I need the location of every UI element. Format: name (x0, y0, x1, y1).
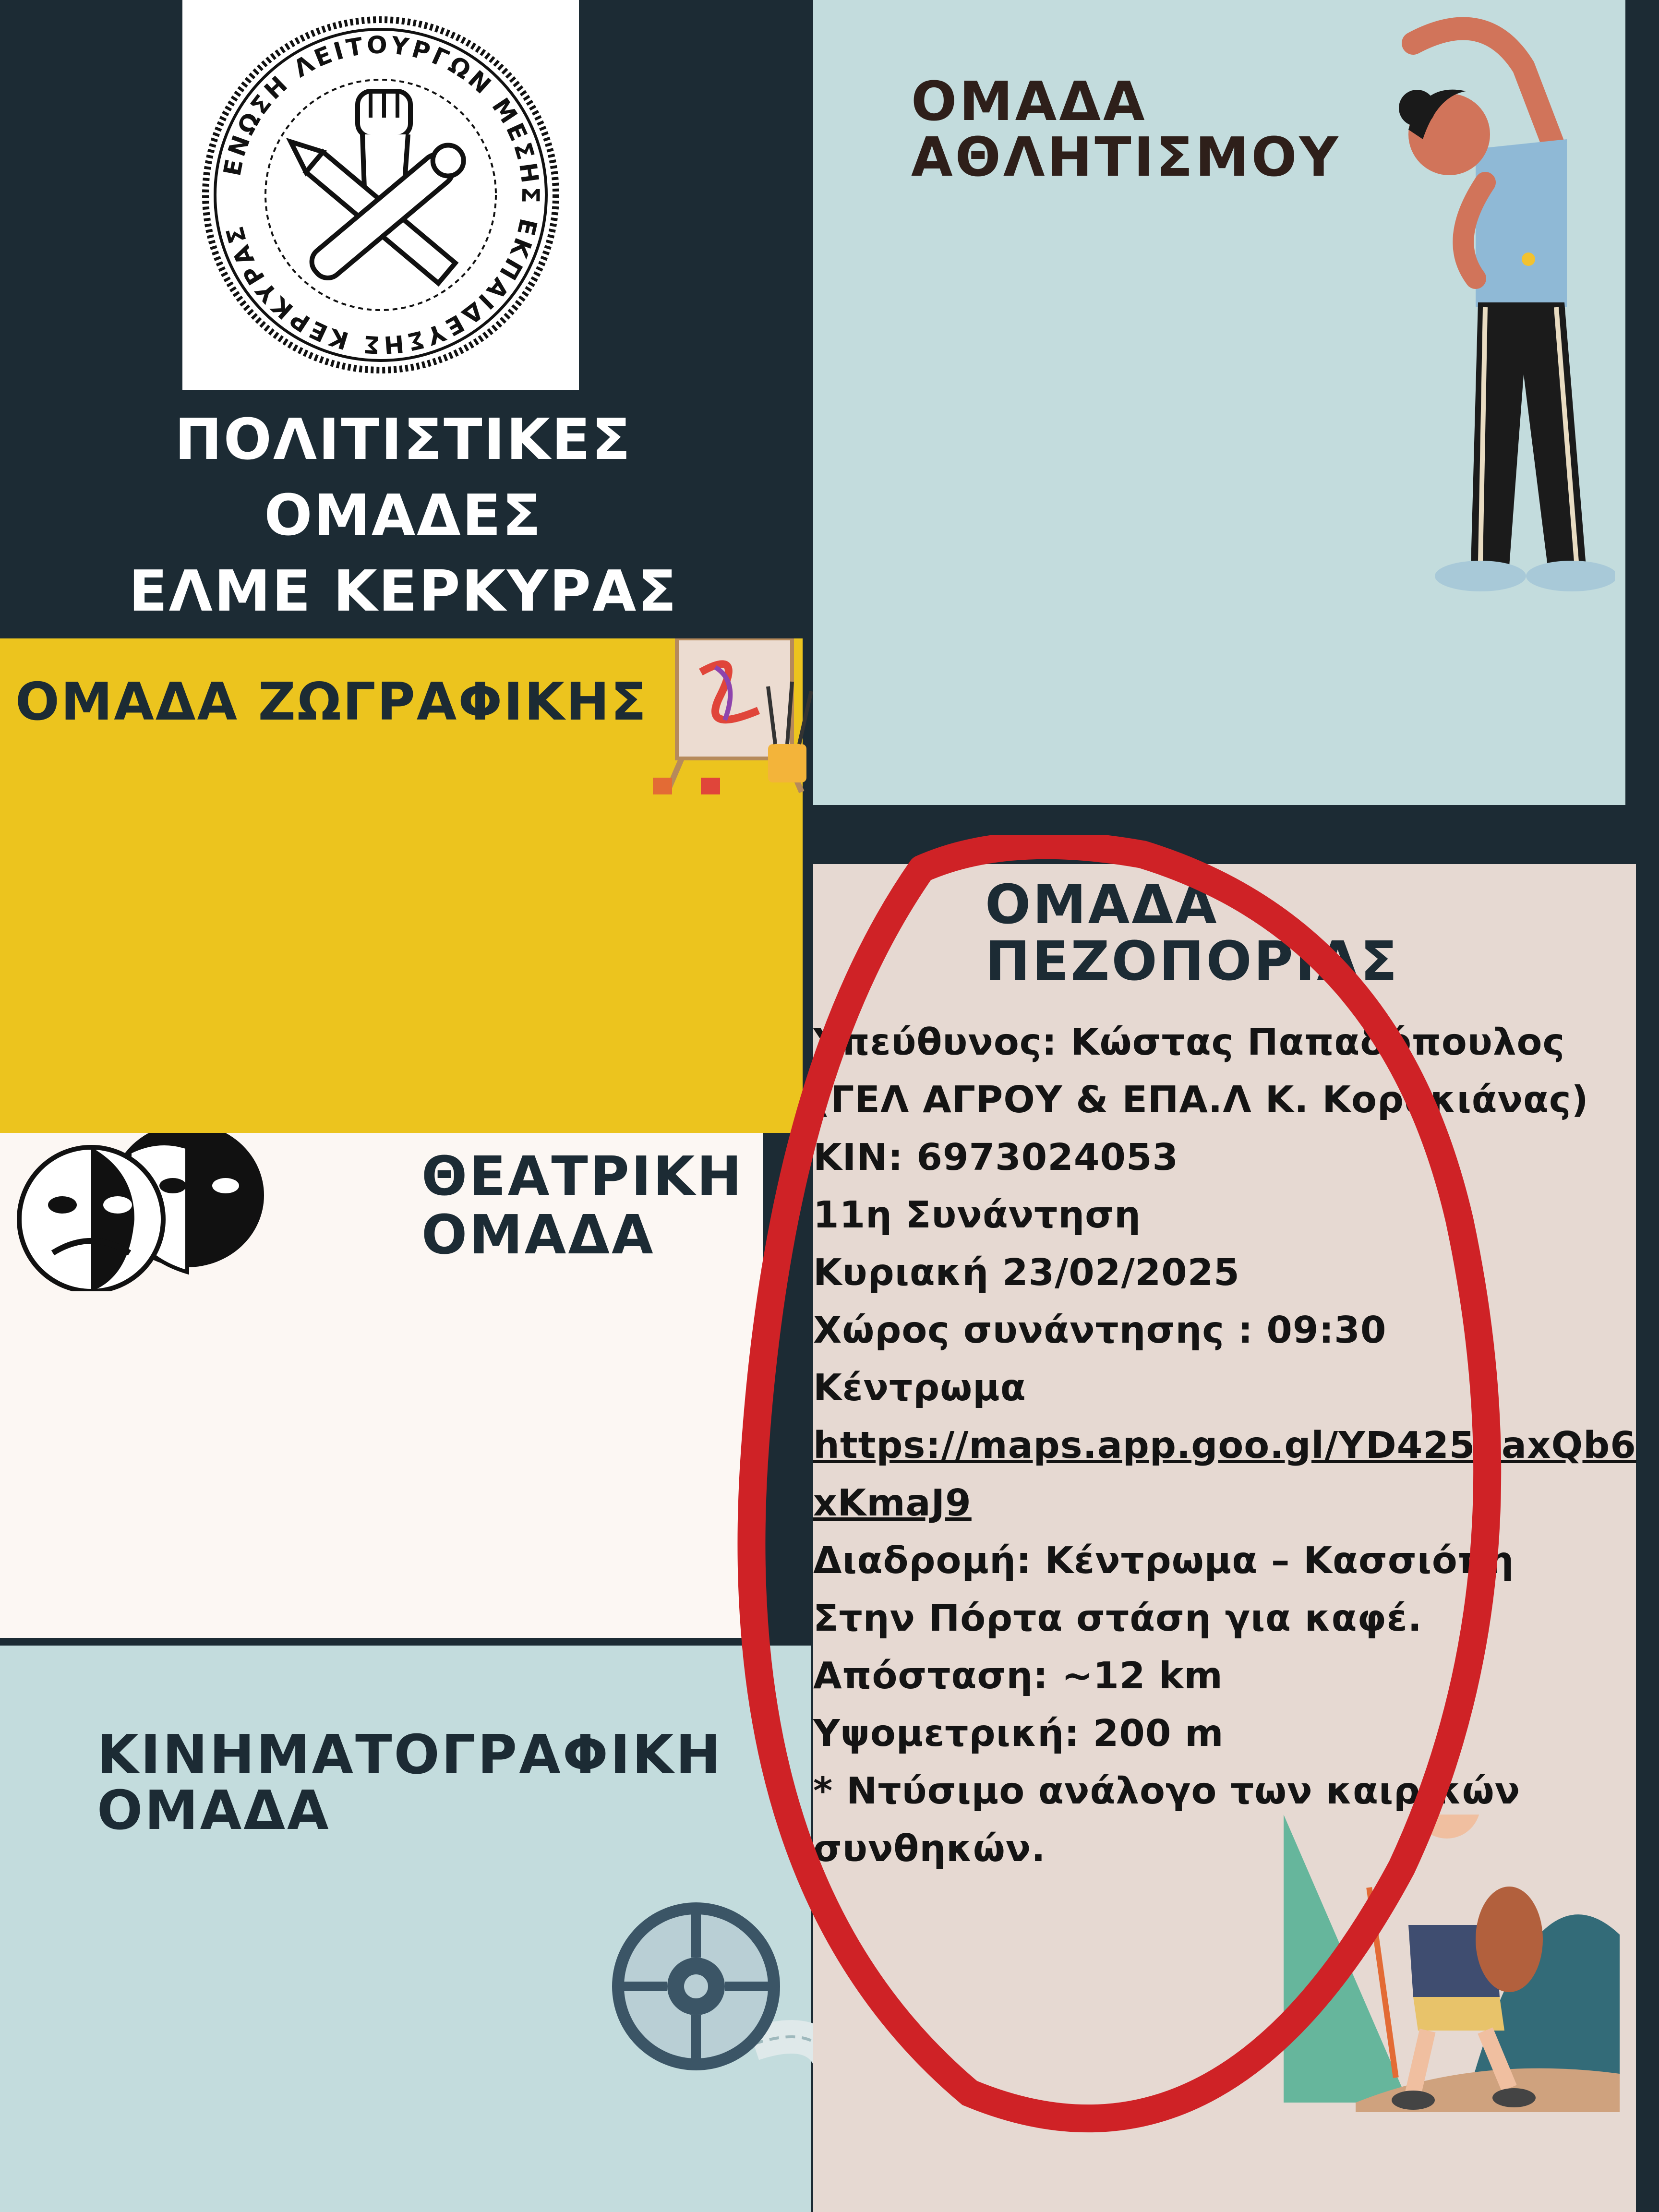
hiking-leader: Υπεύθυνος: Κώστας Παπαδόπουλος (813, 1021, 1565, 1064)
union-seal-icon (182, 0, 579, 390)
hiking-distance: Απόσταση: ~12 km (813, 1655, 1223, 1697)
theatre-group-panel (0, 1133, 763, 1638)
hiking-title-line: ΠΕΖΟΠΟΡΙΑΣ (985, 930, 1399, 993)
hiking-elevation: Υψομετρική: 200 m (813, 1712, 1224, 1755)
map-link-continued[interactable]: xKmaJ9 (813, 1482, 972, 1525)
logo-ring-text: ΕΝΩΣΗ ΛΕΙΤΟΥΡΓΩΝ ΜΕΣΗΣ ΕΚΠΑΙΔΕΥΣΗΣ ΚΕΡΚΥΡΑΣ (218, 31, 545, 359)
hiker-icon (1284, 1815, 1620, 2112)
theatre-masks-icon (14, 1133, 274, 1291)
main-title-line: ΠΟΛΙΤΙΣΤΙΚΕΣ (174, 406, 632, 472)
sports-group-title (911, 71, 1341, 189)
hiking-group-panel (813, 864, 1636, 2212)
main-title (29, 401, 778, 629)
sports-group-panel (813, 0, 1625, 805)
hiking-phone: ΚΙΝ: 6973024053 (813, 1136, 1179, 1179)
main-title-line: ΟΜΑΔΕΣ (264, 482, 542, 548)
hiking-title-line: ΟΜΑΔΑ (985, 874, 1219, 936)
cinema-group-panel (0, 1646, 811, 2212)
cinema-title-line: ΚΙΝΗΜΑΤΟΓΡΑΦΙΚΗ (97, 1724, 723, 1786)
cinema-title-line: ΟΜΑΔΑ (97, 1779, 331, 1842)
hiking-group-title (985, 874, 1399, 993)
stretching-woman-icon (1365, 10, 1615, 605)
hiking-clothing-note: * Ντύσιμο ανάλογο των καιρικών (813, 1770, 1521, 1813)
cinema-group-title (97, 1724, 723, 1842)
painting-group-panel (0, 638, 803, 1133)
easel-paint-icon (648, 638, 830, 797)
sports-title-line: ΟΜΑΔΑ (911, 71, 1147, 133)
hiking-route: Διαδρομή: Κέντρωμα – Κασσιόπη (813, 1539, 1515, 1582)
hiking-details (813, 1014, 1636, 1878)
sports-title-line: ΑΘΛΗΤΙΣΜΟΥ (911, 126, 1341, 189)
theatre-title-line: ΘΕΑΤΡΙΚΗ (421, 1145, 744, 1208)
hiking-meeting-location: Κέντρωμα (813, 1367, 1026, 1409)
hiking-date: Κυριακή 23/02/2025 (813, 1251, 1240, 1294)
hiking-coffee-stop: Στην Πόρτα στάση για καφέ. (813, 1597, 1422, 1640)
hiking-meeting-place: Χώρος συνάντησης : 09:30 (813, 1309, 1387, 1352)
map-link[interactable]: https://maps.app.goo.gl/YD4258axQb6 (813, 1424, 1636, 1467)
theatre-group-title (421, 1147, 744, 1264)
hiking-meeting-number: 11η Συνάντηση (813, 1194, 1141, 1237)
hiking-leader-school: (ΓΕΛ ΑΓΡΟΥ & ΕΠΑ.Λ Κ. Κορακιάνας) (813, 1079, 1589, 1121)
main-title-line: ΕΛΜΕ ΚΕΡΚΥΡΑΣ (129, 558, 678, 624)
hiking-clothing-note-end: συνθηκών. (813, 1827, 1046, 1870)
painting-group-title: ΟΜΑΔΑ ΖΩΓΡΑΦΙΚΗΣ (15, 672, 648, 732)
elme-logo (182, 0, 579, 390)
theatre-title-line: ΟΜΑΔΑ (421, 1204, 655, 1266)
